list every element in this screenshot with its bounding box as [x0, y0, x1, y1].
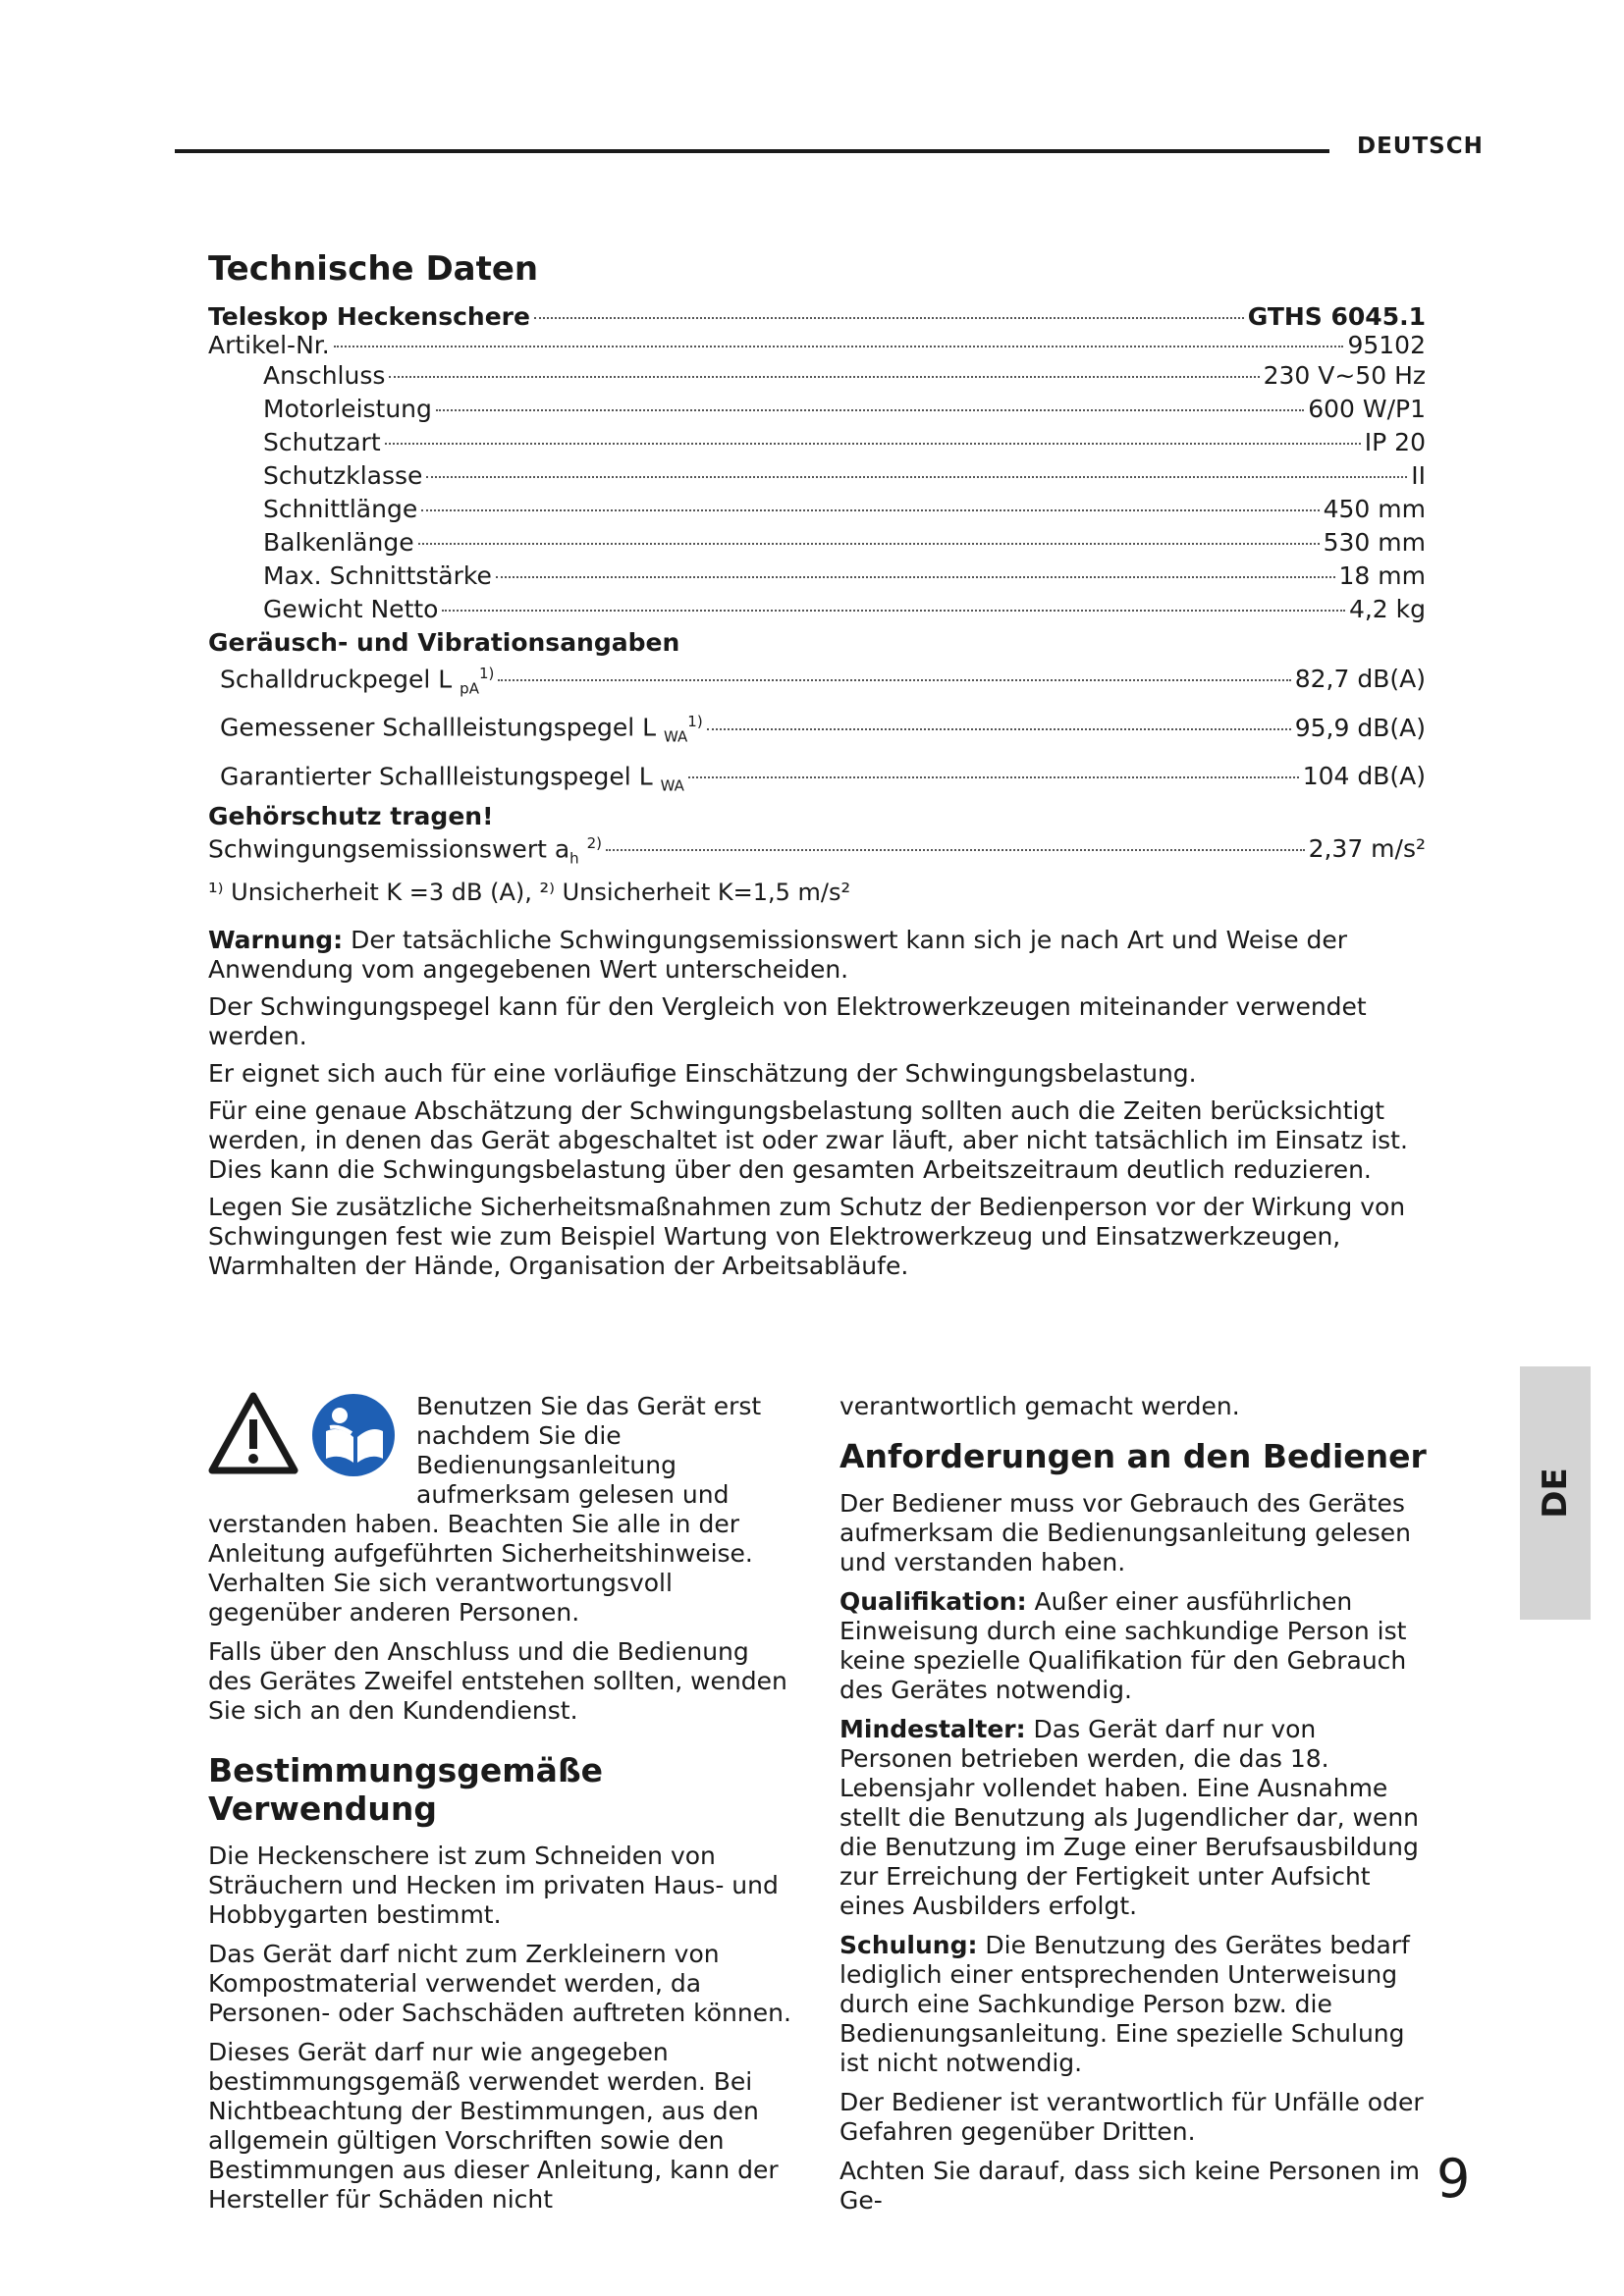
read-manual-icon	[310, 1392, 397, 1478]
noise-row	[220, 705, 1426, 753]
right-column	[839, 1392, 1429, 2225]
spec-row	[263, 560, 1426, 593]
vibration-value: 2,37 m/s²	[1308, 834, 1426, 864]
spec-label: Motorleistung	[263, 395, 432, 423]
paragraph: Für eine genaue Abschätzung der Schwingungsbelastung sollten auch die Zeiten berücksichtigt werden, in denen das Gerät abgeschaltet ist oder zwar läuft, aber nicht tatsächlich im Einsatz ist. Dies kann die Schwingungsbelastung über den gesamten Arbeitszeitraum deutlich reduzieren.	[208, 1096, 1408, 1185]
spec-list	[208, 359, 1426, 626]
paragraph: Der Bediener muss vor Gebrauch des Gerätes aufmerksam die Bedienungsanleitung gelesen und verstanden haben.	[839, 1489, 1411, 1576]
noise-label: Garantierter Schallleistungspegel L $_{WA}$	[220, 761, 684, 794]
safety-icons	[208, 1392, 405, 1490]
spec-value: 450 mm	[1323, 495, 1426, 523]
noise-list	[208, 657, 1426, 802]
spec-label: Balkenlänge	[263, 528, 414, 557]
model-value: GTHS 6045.1	[1247, 302, 1426, 331]
leader-dots	[389, 376, 1259, 378]
left-column	[208, 1392, 797, 2224]
spec-value: 4,2 kg	[1348, 595, 1426, 623]
section-heading: Bestimmungsgemäße Verwendung	[208, 1751, 604, 1828]
spec-label: Schutzklasse	[263, 461, 423, 490]
warning-label: Warnung:	[208, 926, 344, 955]
qualification-label: Qualifikation:	[839, 1587, 1027, 1616]
leader-dots	[436, 409, 1304, 411]
model-row	[208, 302, 1426, 331]
spec-row	[263, 593, 1426, 626]
min-age-paragraph	[839, 1715, 1429, 1921]
tech-title: Technische Daten	[208, 249, 539, 289]
warning-paragraph	[208, 926, 1426, 985]
paragraph: Dieses Gerät darf nur wie angegeben bestimmungsgemäß verwendet werden. Bei Nichtbeachtung der Bestimmungen, aus den allgemein gültigen Vorschriften sowie den Bestimmungen aus dieser Anleitung, kann der Hersteller für Schäden nicht	[208, 2038, 779, 2214]
spec-row	[263, 359, 1426, 393]
spec-value: 600 W/P1	[1308, 395, 1426, 423]
paragraph: Das Gerät darf nicht zum Zerkleinern von Kompostmaterial verwendet werden, da Personen- oder Sachschäden auftreten können.	[208, 1940, 791, 2027]
language-tab-label: DE	[1536, 1468, 1575, 1519]
header-rule	[175, 149, 1329, 153]
hearing-protection-note: Gehörschutz tragen!	[208, 801, 494, 830]
spec-row	[263, 493, 1426, 526]
leader-dots	[418, 543, 1320, 545]
article-label: Artikel-Nr.	[208, 331, 330, 359]
leader-dots	[534, 317, 1244, 319]
min-age-text: Das Gerät darf nur von Personen betrieben werden, die das 18. Lebensjahr vollendet haben. Eine Ausnahme stellt die Benutzung als Jugendlicher dar, wenn die Benutzung im Zuge einer Berufsausbildung zur Erreichung der Fertigkeit unter Aufsicht eines Ausbilders erfolgt.	[839, 1715, 1420, 1920]
intro-paragraph: Benutzen Sie das Gerät erst nachdem Sie die Bedienungsanleitung aufmerksam gelesen und verstanden haben. Beachten Sie alle in der Anleitung aufgeführten Sicherheitshinweise. Verhalten Sie sich verantwortungsvoll gegenüber anderen Personen.	[208, 1392, 762, 1627]
training-paragraph	[839, 1931, 1429, 2078]
article-row	[208, 331, 1426, 359]
noise-value: 82,7 dB(A)	[1294, 665, 1426, 694]
training-label: Schulung:	[839, 1931, 978, 1959]
spec-row	[263, 526, 1426, 560]
model-label: Teleskop Heckenschere	[208, 302, 530, 331]
warning-text: Der tatsächliche Schwingungsemissionswert kann sich je nach Art und Weise der Anwendung vom angegebenen Wert unterscheiden.	[208, 926, 1348, 985]
page-number: 9	[1436, 2148, 1471, 2210]
training-text: Die Benutzung des Gerätes bedarf lediglich einer entsprechenden Unterweisung durch eine Sachkundige Person bzw. die Bedienungsanleitung. Eine spezielle Schulung ist nicht notwendig.	[839, 1931, 1410, 2077]
spec-row	[263, 393, 1426, 426]
leader-dots	[426, 476, 1407, 478]
paragraph: Der Bediener ist verantwortlich für Unfälle oder Gefahren gegenüber Dritten.	[839, 2088, 1424, 2146]
technical-data-section	[208, 249, 1426, 1289]
intro-paragraph-2: Falls über den Anschluss und die Bedienung des Gerätes Zweifel entstehen sollten, wenden Sie sich an den Kundendienst.	[208, 1637, 787, 1725]
noise-row	[220, 657, 1426, 705]
paragraph: Er eignet sich auch für eine vorläufige Einschätzung der Schwingungsbelastung.	[208, 1059, 1197, 1089]
vibration-row	[208, 834, 1426, 867]
noise-label: Schalldruckpegel L $_{pA}^{1)}$	[220, 665, 495, 698]
vibration-label: Schwingungsemissionswert $a_h$ $^{2)}$	[208, 833, 603, 868]
noise-value: 95,9 dB(A)	[1294, 713, 1426, 742]
paragraph: Legen Sie zusätzliche Sicherheitsmaßnahmen zum Schutz der Bedienperson vor der Wirkung von Schwingungen fest wie zum Beispiel Wartung von Elektrowerkzeug und Einsatzwerkzeugen, Warmhalten der Hände, Organisation der Arbeitsabläufe.	[208, 1193, 1406, 1281]
section-heading: Anforderungen an den Bediener	[839, 1437, 1427, 1475]
paragraph: Der Schwingungspegel kann für den Vergleich von Elektrowerkzeugen miteinander verwendet werden.	[208, 992, 1367, 1051]
leader-dots	[606, 849, 1305, 851]
leader-dots	[707, 728, 1291, 730]
qualification-text: Außer einer ausführlichen Einweisung durch eine sachkundige Person ist keine spezielle Qualifikation für den Gebrauch des Gerätes notwendig.	[839, 1587, 1407, 1704]
spec-value: IP 20	[1364, 428, 1426, 456]
article-value: 95102	[1347, 331, 1426, 359]
leader-dots	[334, 346, 1344, 347]
spec-value: 530 mm	[1323, 528, 1426, 557]
warning-triangle-icon	[208, 1392, 298, 1474]
spec-value: 18 mm	[1338, 561, 1426, 590]
spec-label: Schutzart	[263, 428, 381, 456]
noise-row	[220, 754, 1426, 802]
footnote: ¹⁾ Unsicherheit K =3 dB (A), ²⁾ Unsicherheit K=1,5 m/s²	[208, 879, 851, 907]
leader-dots	[688, 776, 1299, 778]
noise-heading: Geräusch- und Vibrationsangaben	[208, 628, 680, 657]
noise-value: 104 dB(A)	[1302, 761, 1426, 790]
leader-dots	[498, 679, 1290, 681]
leader-dots	[385, 443, 1361, 445]
noise-label: Gemessener Schallleistungspegel L $_{WA}^{1)}$	[220, 713, 703, 746]
leader-dots	[442, 610, 1344, 612]
warning-block	[208, 926, 1426, 1281]
header-language: DEUTSCH	[1357, 133, 1484, 159]
leader-dots	[496, 576, 1335, 578]
spec-label: Max. Schnittstärke	[263, 561, 492, 590]
spec-value: II	[1411, 461, 1426, 490]
spec-value: 230 V~50 Hz	[1263, 361, 1426, 390]
spec-row	[263, 426, 1426, 459]
qualification-paragraph	[839, 1587, 1429, 1705]
spec-row	[263, 459, 1426, 493]
language-tab	[1520, 1366, 1591, 1620]
paragraph: Achten Sie darauf, dass sich keine Personen im Ge-	[839, 2157, 1420, 2215]
spec-label: Schnittlänge	[263, 495, 418, 523]
spec-label: Anschluss	[263, 361, 386, 390]
leader-dots	[421, 509, 1319, 511]
spec-label: Gewicht Netto	[263, 595, 439, 623]
paragraph: Die Heckenschere ist zum Schneiden von Sträuchern und Hecken im privaten Haus- und Hobbygarten bestimmt.	[208, 1842, 779, 1929]
min-age-label: Mindestalter:	[839, 1715, 1026, 1743]
continued-text: verantwortlich gemacht werden.	[839, 1392, 1240, 1420]
